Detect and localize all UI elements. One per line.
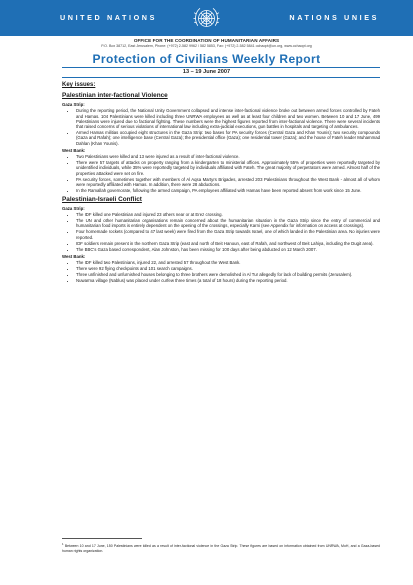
office-name: OFFICE FOR THE COORDINATION OF HUMANITARIAN AFFAIRS [133,38,280,43]
list-item: • Armed Hamas militias occupied eight structures in the Gaza Strip: two bases for PA security forces (Central Gaza and Khan Younis); two security compounds (Gaza and Rafah); one intelligence base (Central Gaza); the presidential office (Gaza); one residential tower (Gaza); and the house of Fateh leader Muhammad Dahlan (Khan Younis). [76,130,380,146]
footnote-divider [62,538,142,539]
list-item: • The UN and other humanitarian organisations remain concerned about the humanitarian situation in the Gaza Strip since the entry of commercial and humanitarian food imports is entirely dependent on the opening of the crossings, especially Karni (see Appendix for information on access at crossings). [76,218,380,228]
list-item: • Three unfinished and unfurnished houses belonging to three brothers were demolished in Al Tur allegedly for lack of building permits (Jerusalem). [76,272,380,277]
footnote [62,543,380,553]
header-banner [0,0,413,36]
section-interfactional [62,92,380,193]
bullet-list [62,260,380,283]
list-item: • The BBC's Gaza based correspondent, Alan Johnston, has been missing for 100 days after being abducted on 12 March 2007. [76,247,380,252]
section-palestinian-israeli [62,196,380,283]
bullet-list [62,154,380,193]
list-item: • During the reporting period, the National Unity Government collapsed and intense inter-factional violence broke out between armed forces controlled by Fateh and Hamas. 104 Palestinians were killed including three UNRWA employees as well as at least four children and two women. Between 10 and 17 June, 499 Palestinians were injured due to factional fighting. These numbers were the highest figures reported from inter-factional violence. There were several incidents that raised concerns of serious violations of international law including extra-judicial executions, gun battles in hospitals and targeting of ambulances. [76,108,380,129]
section-heading: Palestinian-Israeli Conflict [62,196,142,204]
footnote-mark: 1 [62,542,64,546]
list-item: • Four homemade rockets (compared to 47 last week) were fired from the Gaza Strip towards Israel, one of which landed in the Palestinian area. No injuries were reported. [76,229,380,239]
list-item: • There were 57 targets of attacks on property ranging from a kindergarten to ministerial offices. Approximately 55% of properties were reportedly targeted by unidentified individuals, while 35% were reportedly targeted by individuals affiliated with Fateh. The great majority of perpetrators were armed. Almost half of the properties attacked were set on fire. [76,160,380,176]
bullet-list [62,212,380,252]
subsection-label: Gaza Strip: [62,205,85,211]
subsection-label: Gaza Strip: [62,102,85,108]
list-item: • In the Ramallah governorate, following the armed campaign, PA employees affiliated with Hamas have been reported absent from work since 15 June. [76,188,380,193]
title-rule-top [62,67,380,68]
subsection-label: West Bank: [62,147,86,153]
list-item: • Two Palestinians were killed and 13 were injured as a result of inter-factional violence. [76,154,380,159]
footnote-text: Between 10 and 17 June, 150 Palestinians were killed as a result of inter-factional violence in the Gaza Strip. These figures are based on information obtained from UNRWA, MoH, and a Gaza-based human rights organization. [62,544,380,553]
report-body [62,82,380,285]
report-title: Protection of Civilians Weekly Report [92,52,321,66]
org-name-english: UNITED NATIONS [60,13,157,22]
list-item: • There were 92 flying checkpoints and 101 search campaigns. [76,266,380,271]
key-issues-heading: Key issues: [62,82,96,88]
section-heading: Palestinian inter-factional Violence [62,92,168,100]
un-emblem-icon [192,4,221,33]
title-rule-bottom [62,77,380,78]
report-dates: 13 – 19 June 2007 [182,69,231,75]
list-item: • The IDF killed one Palestinian and injured 23 others near or at Erez crossing. [76,212,380,217]
subsection-label: West Bank: [62,253,86,259]
office-address: P.O. Box 38712, East Jerusalem, Phone: (+972) 2-582 9962 / 582 5853, Fax: (+972) 2-582 5841 ochaopt@un.org, www.ochaopt.org [101,44,312,48]
list-item: • The IDF killed two Palestinians, injured 22, and arrested 57 throughout the West Bank. [76,260,380,265]
list-item: • IDF soldiers remain present in the northern Gaza Strip (east and north of Beit Hanoun, east of Rafah, and northwest of Beit Lahiya, including the Dugit area). [76,241,380,246]
list-item: • Nuwarma village (Nablus) was placed under curfew three times (a total of 18 hours) during the reporting period. [76,278,380,283]
org-name-french: NATIONS UNIES [289,13,379,22]
list-item: • PA security forces, sometimes together with members of Al Aqsa Martyrs Brigades, arrested 203 Palestinians throughout the West Bank - almost all of whom were reportedly affiliated with Hamas. In addition, there were 28 abductions. [76,177,380,187]
bullet-list [62,108,380,145]
